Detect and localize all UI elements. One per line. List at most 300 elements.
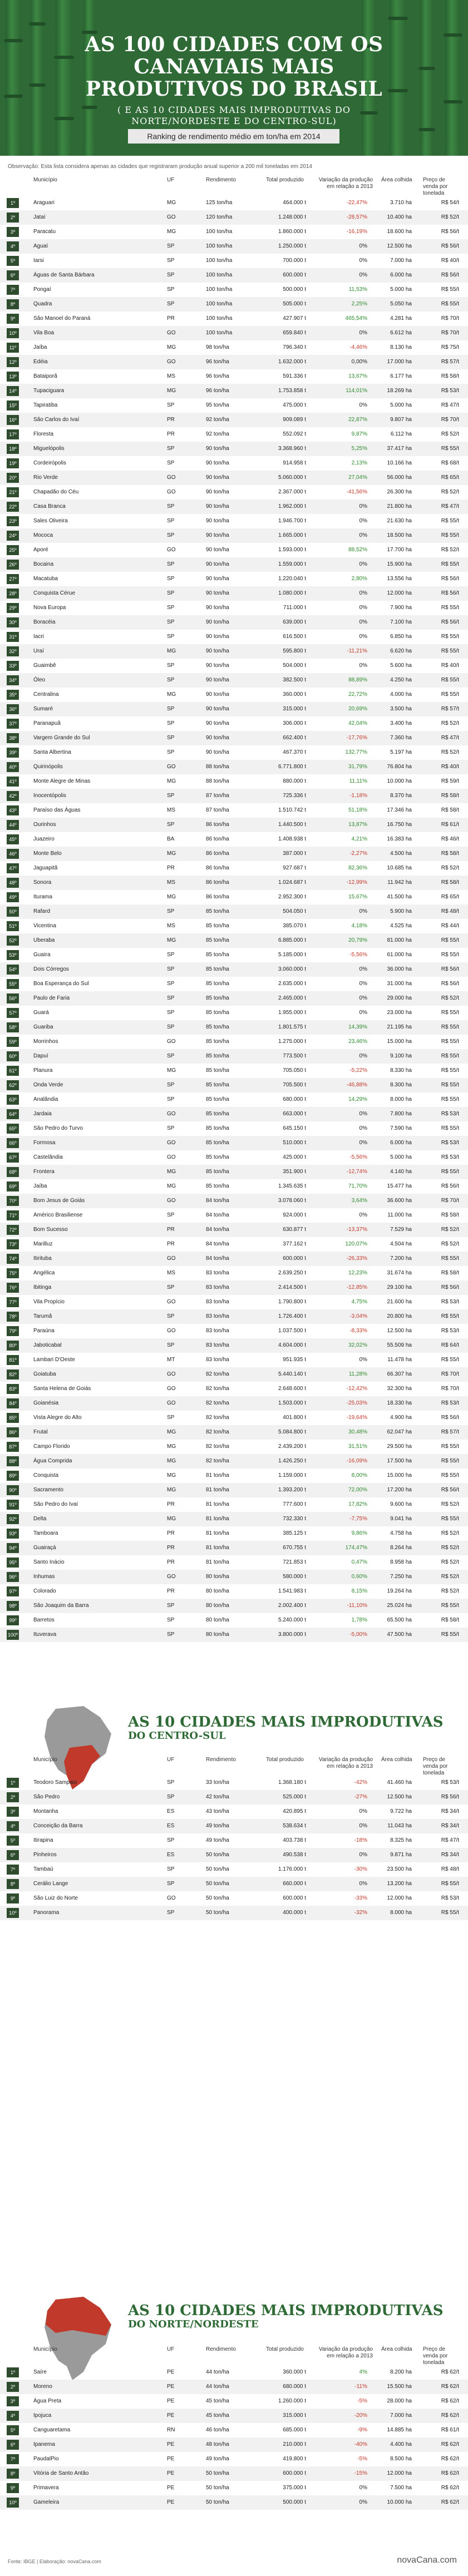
cell-municipio: Conceição da Barra xyxy=(33,1823,83,1829)
rank-badge: 42º xyxy=(7,791,19,801)
cell-variacao: -15% xyxy=(354,2470,367,2476)
col-preco: Preço de venda por tonelada xyxy=(423,177,448,196)
cell-variacao: -9% xyxy=(357,2427,367,2433)
cell-uf: SP xyxy=(167,1794,175,1800)
cell-municipio: Quirinópolis xyxy=(33,764,63,770)
cell-preco: R$ 55/t xyxy=(441,1631,459,1638)
cell-area: 4.500 ha xyxy=(390,851,412,857)
cell-area: 4.400 ha xyxy=(390,2441,412,2448)
rank-badge: 59º xyxy=(7,1037,19,1047)
cell-total: 1.955.000 t xyxy=(278,1010,306,1016)
table-row xyxy=(0,2394,468,2409)
rank-badge: 49º xyxy=(7,892,19,902)
table-row xyxy=(0,572,468,586)
cell-area: 7.529 ha xyxy=(390,1227,412,1233)
cell-total: 420.895 t xyxy=(283,1808,306,1814)
cell-municipio: Teodoro Sampaio xyxy=(33,1779,77,1786)
cell-municipio: Jardaia xyxy=(33,1111,52,1117)
cell-uf: MG xyxy=(167,851,176,857)
table-row xyxy=(0,991,468,1006)
cell-rendimento: 50 ton/ha xyxy=(206,1881,229,1887)
rank-badge: 5º xyxy=(7,256,19,266)
cell-rendimento: 85 ton/ha xyxy=(206,1111,229,1117)
cell-area: 18.330 ha xyxy=(387,1400,412,1406)
cell-municipio: Goianésia xyxy=(33,1400,59,1406)
cell-rendimento: 90 ton/ha xyxy=(206,605,229,611)
cell-total: 1.345.635 t xyxy=(278,1183,306,1189)
cell-rendimento: 81 ton/ha xyxy=(206,1530,229,1536)
cell-preco: R$ 55/t xyxy=(441,605,459,611)
cell-uf: SP xyxy=(167,460,175,466)
cell-variacao: -2,27% xyxy=(349,851,367,857)
table-row xyxy=(0,1804,468,1819)
cell-rendimento: 81 ton/ha xyxy=(206,1516,229,1522)
cell-rendimento: 85 ton/ha xyxy=(206,981,229,987)
col-rendimento: Rendimento xyxy=(206,177,236,183)
table-row xyxy=(0,1613,468,1628)
table-row xyxy=(0,384,468,398)
table-row xyxy=(0,1819,468,1833)
cell-rendimento: 125 ton/ha xyxy=(206,200,233,206)
cell-total: 616.500 t xyxy=(283,634,306,640)
table-row xyxy=(0,760,468,774)
cell-preco: R$ 61/t xyxy=(441,822,459,828)
rank-badge: 28º xyxy=(7,589,19,599)
cell-variacao: 30,48% xyxy=(348,1429,367,1435)
cell-total: 2.414.500 t xyxy=(278,1284,306,1291)
cell-total: 2.639.250 t xyxy=(278,1270,306,1276)
cell-total: 2.002.400 t xyxy=(278,1603,306,1609)
cell-total: 705.500 t xyxy=(283,1082,306,1088)
cell-rendimento: 49 ton/ha xyxy=(206,2456,229,2462)
cell-total: 1.408.938 t xyxy=(278,836,306,842)
rank-badge: 94º xyxy=(7,1543,19,1553)
table-row xyxy=(0,1020,468,1035)
rank-badge: 3º xyxy=(7,1807,19,1817)
cell-variacao: 0% xyxy=(359,532,367,538)
cell-rendimento: 85 ton/ha xyxy=(206,1039,229,1045)
cell-area: 4.504 ha xyxy=(390,1241,412,1247)
table-row xyxy=(0,1353,468,1367)
cell-rendimento: 82 ton/ha xyxy=(206,1386,229,1392)
cell-total: 385.125 t xyxy=(283,1530,306,1536)
table-row xyxy=(0,2380,468,2394)
table-row xyxy=(0,731,468,745)
cell-area: 6.177 ha xyxy=(390,373,412,379)
cell-rendimento: 86 ton/ha xyxy=(206,822,229,828)
cell-rendimento: 87 ton/ha xyxy=(206,793,229,799)
cell-variacao: 0% xyxy=(359,981,367,987)
cell-preco: R$ 34/t xyxy=(441,1808,459,1814)
cell-area: 21.630 ha xyxy=(387,518,412,524)
cell-preco: R$ 48/t xyxy=(441,1866,459,1872)
cell-municipio: Paracatu xyxy=(33,229,56,235)
cell-uf: PR xyxy=(167,1530,175,1536)
cell-area: 10.685 ha xyxy=(387,865,412,871)
cell-uf: PR xyxy=(167,417,175,423)
cell-total: 1.260.000 t xyxy=(278,2398,306,2404)
cell-area: 6.612 ha xyxy=(390,330,412,336)
cell-total: 685.000 t xyxy=(283,2427,306,2433)
cell-rendimento: 84 ton/ha xyxy=(206,1227,229,1233)
cell-variacao: 0% xyxy=(359,1140,367,1146)
cell-preco: R$ 47/t xyxy=(441,735,459,741)
cell-municipio: Centralina xyxy=(33,691,59,698)
cell-preco: R$ 53/t xyxy=(441,1328,459,1334)
col-municipio: Município xyxy=(33,177,57,183)
centro-sul-table xyxy=(0,1776,468,1920)
cell-preco: R$ 55/t xyxy=(441,1472,459,1479)
rank-badge: 3º xyxy=(7,227,19,237)
cell-total: 1.393.200 t xyxy=(278,1487,306,1493)
table-row xyxy=(0,586,468,601)
cell-variacao: 174,47% xyxy=(345,1545,367,1551)
cell-area: 55.509 ha xyxy=(387,1342,412,1348)
cell-variacao: 4% xyxy=(359,2369,367,2375)
cell-uf: SP xyxy=(167,561,175,567)
cell-total: 1.665.000 t xyxy=(278,532,306,538)
cell-municipio: São Pedro do Turvo xyxy=(33,1125,83,1131)
cell-municipio: Campo Florido xyxy=(33,1443,70,1450)
cell-variacao: 2,13% xyxy=(351,460,367,466)
cell-rendimento: 81 ton/ha xyxy=(206,1501,229,1507)
cell-preco: R$ 62/t xyxy=(441,2470,459,2476)
cell-uf: PE xyxy=(167,2499,175,2505)
cell-area: 8.325 ha xyxy=(390,1837,412,1843)
cell-total: 360.000 t xyxy=(283,691,306,698)
table-row xyxy=(0,1396,468,1411)
cell-rendimento: 80 ton/ha xyxy=(206,1588,229,1594)
cell-preco: R$ 65/t xyxy=(441,474,459,481)
cell-municipio: Paraúna xyxy=(33,1328,55,1334)
cell-total: 777.600 t xyxy=(283,1501,306,1507)
cell-rendimento: 82 ton/ha xyxy=(206,1371,229,1377)
cell-preco: R$ 34/t xyxy=(441,1823,459,1829)
col-municipio: Município xyxy=(33,1757,57,1763)
cell-preco: R$ 56/t xyxy=(441,243,459,249)
rank-badge: 11º xyxy=(7,343,19,353)
cell-rendimento: 85 ton/ha xyxy=(206,908,229,914)
cell-preco: R$ 55/t xyxy=(441,648,459,654)
cell-variacao: 72,00% xyxy=(348,1487,367,1493)
cell-area: 7.360 ha xyxy=(390,735,412,741)
cell-preco: R$ 55/t xyxy=(441,634,459,640)
cell-uf: SP xyxy=(167,503,175,510)
cell-total: 591.336 t xyxy=(283,373,306,379)
cell-municipio: Monte Alegre de Minas xyxy=(33,778,91,784)
cell-area: 8.330 ha xyxy=(390,1067,412,1074)
cell-preco: R$ 56/t xyxy=(441,229,459,235)
cell-area: 7.200 ha xyxy=(390,1255,412,1262)
cell-preco: R$ 56/t xyxy=(441,981,459,987)
cell-rendimento: 86 ton/ha xyxy=(206,879,229,886)
cell-preco: R$ 55/t xyxy=(441,1125,459,1131)
rank-badge: 76º xyxy=(7,1283,19,1293)
table-row xyxy=(0,1165,468,1179)
cell-municipio: Uberaba xyxy=(33,937,55,943)
cell-preco: R$ 56/t xyxy=(441,1183,459,1189)
cell-rendimento: 84 ton/ha xyxy=(206,1255,229,1262)
cell-area: 17.200 ha xyxy=(387,1487,412,1493)
cell-area: 29.500 ha xyxy=(387,1443,412,1450)
cell-rendimento: 90 ton/ha xyxy=(206,590,229,596)
cell-uf: PR xyxy=(167,1545,175,1551)
cell-preco: R$ 52/t xyxy=(441,995,459,1001)
table-row xyxy=(0,2481,468,2495)
cell-uf: MG xyxy=(167,648,176,654)
rank-badge: 24º xyxy=(7,531,19,541)
nne-subtitle: DO NORTE/NORDESTE xyxy=(128,2318,259,2330)
cell-total: 732.330 t xyxy=(283,1516,306,1522)
cell-preco: R$ 70/t xyxy=(441,1386,459,1392)
cell-municipio: Planura xyxy=(33,1067,53,1074)
cell-total: 663.000 t xyxy=(283,1111,306,1117)
rank-badge: 27º xyxy=(7,574,19,584)
cell-variacao: 15,67% xyxy=(348,894,367,900)
cell-area: 9.100 ha xyxy=(390,1053,412,1059)
cell-total: 659.840 t xyxy=(283,330,306,336)
cell-municipio: Lambari D'Oeste xyxy=(33,1357,75,1363)
cell-total: 385.070 t xyxy=(283,923,306,929)
rank-badge: 67º xyxy=(7,1153,19,1163)
rank-badge: 91º xyxy=(7,1500,19,1510)
cell-variacao: -27% xyxy=(354,1794,367,1800)
table-row xyxy=(0,803,468,818)
table-row xyxy=(0,919,468,933)
cell-preco: R$ 55/t xyxy=(441,1357,459,1363)
cell-rendimento: 85 ton/ha xyxy=(206,1183,229,1189)
cell-preco: R$ 52/t xyxy=(441,1241,459,1247)
cell-municipio: São Joaquim da Barra xyxy=(33,1603,89,1609)
cell-total: 1.176.000 t xyxy=(278,1866,306,1872)
table-row xyxy=(0,789,468,803)
cell-municipio: Guairaçá xyxy=(33,1545,56,1551)
table-row xyxy=(0,427,468,442)
cell-municipio: Santo Inácio xyxy=(33,1559,65,1565)
cell-rendimento: 90 ton/ha xyxy=(206,561,229,567)
cell-area: 6.000 ha xyxy=(390,1140,412,1146)
cell-preco: R$ 70/t xyxy=(441,417,459,423)
cell-area: 8.300 ha xyxy=(390,1082,412,1088)
cell-rendimento: 87 ton/ha xyxy=(206,807,229,813)
rank-badge: 37º xyxy=(7,719,19,729)
cell-municipio: Boa Esperança do Sul xyxy=(33,981,89,987)
table-row xyxy=(0,1136,468,1150)
cell-uf: SP xyxy=(167,720,175,726)
cell-variacao: 0% xyxy=(359,1808,367,1814)
cell-uf: GO xyxy=(167,764,176,770)
cell-total: 1.946.700 t xyxy=(278,518,306,524)
cell-rendimento: 43 ton/ha xyxy=(206,1808,229,1814)
table-row xyxy=(0,268,468,283)
cell-municipio: Dapuí xyxy=(33,1053,48,1059)
cell-uf: SP xyxy=(167,662,175,669)
cell-uf: SP xyxy=(167,619,175,625)
rank-badge: 9º xyxy=(7,314,19,324)
cell-variacao: -13,37% xyxy=(346,1227,367,1233)
cell-preco: R$ 55/t xyxy=(441,286,459,293)
table-row xyxy=(0,1483,468,1497)
table-row xyxy=(0,500,468,514)
cell-variacao: -11,21% xyxy=(347,648,367,654)
cell-rendimento: 83 ton/ha xyxy=(206,1328,229,1334)
cell-preco: R$ 62/t xyxy=(441,2384,459,2390)
cell-municipio: Águas de Santa Bárbara xyxy=(33,272,95,278)
cell-total: 711.000 t xyxy=(283,605,306,611)
cell-rendimento: 83 ton/ha xyxy=(206,1270,229,1276)
cell-area: 8.130 ha xyxy=(390,344,412,350)
cell-area: 5.900 ha xyxy=(390,908,412,914)
cell-area: 21.600 ha xyxy=(387,1299,412,1305)
cell-rendimento: 86 ton/ha xyxy=(206,894,229,900)
cell-municipio: Goiatuba xyxy=(33,1371,56,1377)
cell-area: 36.000 ha xyxy=(387,966,412,972)
cell-variacao: 0% xyxy=(359,605,367,611)
cell-area: 12.500 ha xyxy=(387,243,412,249)
cell-total: 1.275.000 t xyxy=(278,1039,306,1045)
cell-municipio: Colorado xyxy=(33,1588,56,1594)
cell-total: 306.000 t xyxy=(283,720,306,726)
table-row xyxy=(0,225,468,239)
cell-total: 660.000 t xyxy=(283,1881,306,1887)
rank-badge: 73º xyxy=(7,1239,19,1249)
table-row xyxy=(0,1440,468,1454)
cell-municipio: Santa Helena de Goiás xyxy=(33,1386,91,1392)
table-row xyxy=(0,297,468,312)
cell-variacao: 0% xyxy=(359,908,367,914)
cell-area: 29.100 ha xyxy=(387,1284,412,1291)
rank-badge: 99º xyxy=(7,1615,19,1625)
cell-rendimento: 49 ton/ha xyxy=(206,1823,229,1829)
table-row xyxy=(0,1541,468,1555)
cell-variacao: 0% xyxy=(359,1212,367,1218)
cell-municipio: Sacramento xyxy=(33,1487,63,1493)
cell-preco: R$ 47/t xyxy=(441,503,459,510)
rank-badge: 88º xyxy=(7,1456,19,1466)
cs-title: AS 10 CIDADES MAIS IMPRODUTIVAS xyxy=(128,1714,444,1730)
rank-badge: 75º xyxy=(7,1268,19,1278)
cell-area: 21.195 ha xyxy=(387,1024,412,1030)
cell-rendimento: 50 ton/ha xyxy=(206,1852,229,1858)
col-area: Área colhida xyxy=(381,1757,412,1763)
cell-area: 7.500 ha xyxy=(390,2485,412,2491)
cell-rendimento: 83 ton/ha xyxy=(206,1357,229,1363)
table-row xyxy=(0,312,468,326)
cell-rendimento: 46 ton/ha xyxy=(206,2427,229,2433)
table-row xyxy=(0,1223,468,1237)
cell-uf: SP xyxy=(167,518,175,524)
cell-total: 377.162 t xyxy=(283,1241,306,1247)
cell-variacao: 0% xyxy=(359,2485,367,2491)
cell-preco: R$ 55/t xyxy=(441,1169,459,1175)
cell-variacao: -12,99% xyxy=(346,879,367,886)
cell-municipio: Água Comprida xyxy=(33,1458,72,1464)
cell-area: 16.383 ha xyxy=(387,836,412,842)
cell-total: 927.687 t xyxy=(283,865,306,871)
cell-municipio: Jaíba xyxy=(33,344,47,350)
cell-total: 705.050 t xyxy=(283,1067,306,1074)
rank-badge: 56º xyxy=(7,993,19,1003)
cell-preco: R$ 75/t xyxy=(441,344,459,350)
cell-municipio: Aporé xyxy=(33,547,48,553)
cell-total: 2.952.300 t xyxy=(278,894,306,900)
rank-badge: 50º xyxy=(7,907,19,917)
cell-variacao: 114,01% xyxy=(346,388,367,394)
cell-area: 37.417 ha xyxy=(387,446,412,452)
cell-area: 32.300 ha xyxy=(387,1386,412,1392)
table-row xyxy=(0,962,468,977)
cell-preco: R$ 40/t xyxy=(441,764,459,770)
table-row xyxy=(0,1833,468,1848)
rank-badge: 2º xyxy=(7,1792,19,1802)
cell-area: 5.050 ha xyxy=(390,301,412,307)
rank-badge: 41º xyxy=(7,777,19,787)
cell-total: 909.089 t xyxy=(283,417,306,423)
cell-total: 1.248.000 t xyxy=(278,214,306,220)
cell-preco: R$ 62/t xyxy=(441,2398,459,2404)
cell-area: 11.478 ha xyxy=(387,1357,412,1363)
cell-municipio: Delta xyxy=(33,1516,47,1522)
cell-variacao: -42% xyxy=(354,1779,367,1786)
cell-uf: SP xyxy=(167,995,175,1001)
rank-badge: 14º xyxy=(7,386,19,396)
cell-municipio: Primavera xyxy=(33,2485,59,2491)
cell-area: 4.758 ha xyxy=(390,1530,412,1536)
cell-uf: GO xyxy=(167,1154,176,1160)
cell-rendimento: 81 ton/ha xyxy=(206,1545,229,1551)
cell-area: 4.525 ha xyxy=(390,923,412,929)
cell-area: 4.250 ha xyxy=(390,677,412,683)
cell-total: 510.000 t xyxy=(283,1140,306,1146)
cell-variacao: 11,11% xyxy=(349,778,367,784)
rank-badge: 57º xyxy=(7,1008,19,1018)
cell-preco: R$ 55/t xyxy=(441,937,459,943)
cell-total: 500.000 t xyxy=(283,286,306,293)
cell-total: 3.060.000 t xyxy=(278,966,306,972)
cell-rendimento: 82 ton/ha xyxy=(206,1429,229,1435)
cell-preco: R$ 55/t xyxy=(441,1603,459,1609)
rank-badge: 89º xyxy=(7,1471,19,1481)
rank-badge: 8º xyxy=(7,2469,19,2479)
cell-uf: GO xyxy=(167,1400,176,1406)
cell-uf: SP xyxy=(167,301,175,307)
table-row xyxy=(0,1555,468,1570)
cell-municipio: Vargem Grande do Sul xyxy=(33,735,90,741)
table-row xyxy=(0,1078,468,1092)
cell-variacao: 0% xyxy=(359,634,367,640)
cell-preco: R$ 52/t xyxy=(441,720,459,726)
rank-badge: 19º xyxy=(7,458,19,468)
cell-preco: R$ 44/t xyxy=(441,923,459,929)
cell-total: 2.367.000 t xyxy=(278,489,306,495)
cell-municipio: Bocaina xyxy=(33,561,54,567)
cell-variacao: 0% xyxy=(359,272,367,278)
cell-uf: GO xyxy=(167,1111,176,1117)
cell-total: 645.150 t xyxy=(283,1125,306,1131)
cell-preco: R$ 55/t xyxy=(441,1910,459,1916)
rank-badge: 72º xyxy=(7,1225,19,1235)
cell-area: 31.674 ha xyxy=(387,1270,412,1276)
cell-preco: R$ 55/t xyxy=(441,532,459,538)
cell-uf: SP xyxy=(167,1837,175,1843)
cell-preco: R$ 55/t xyxy=(441,301,459,307)
table-row xyxy=(0,890,468,904)
cell-rendimento: 48 ton/ha xyxy=(206,2441,229,2448)
table-row xyxy=(0,601,468,615)
cell-area: 6.112 ha xyxy=(390,431,412,437)
cell-preco: R$ 70/t xyxy=(441,1371,459,1377)
cell-area: 11.942 ha xyxy=(387,879,412,886)
